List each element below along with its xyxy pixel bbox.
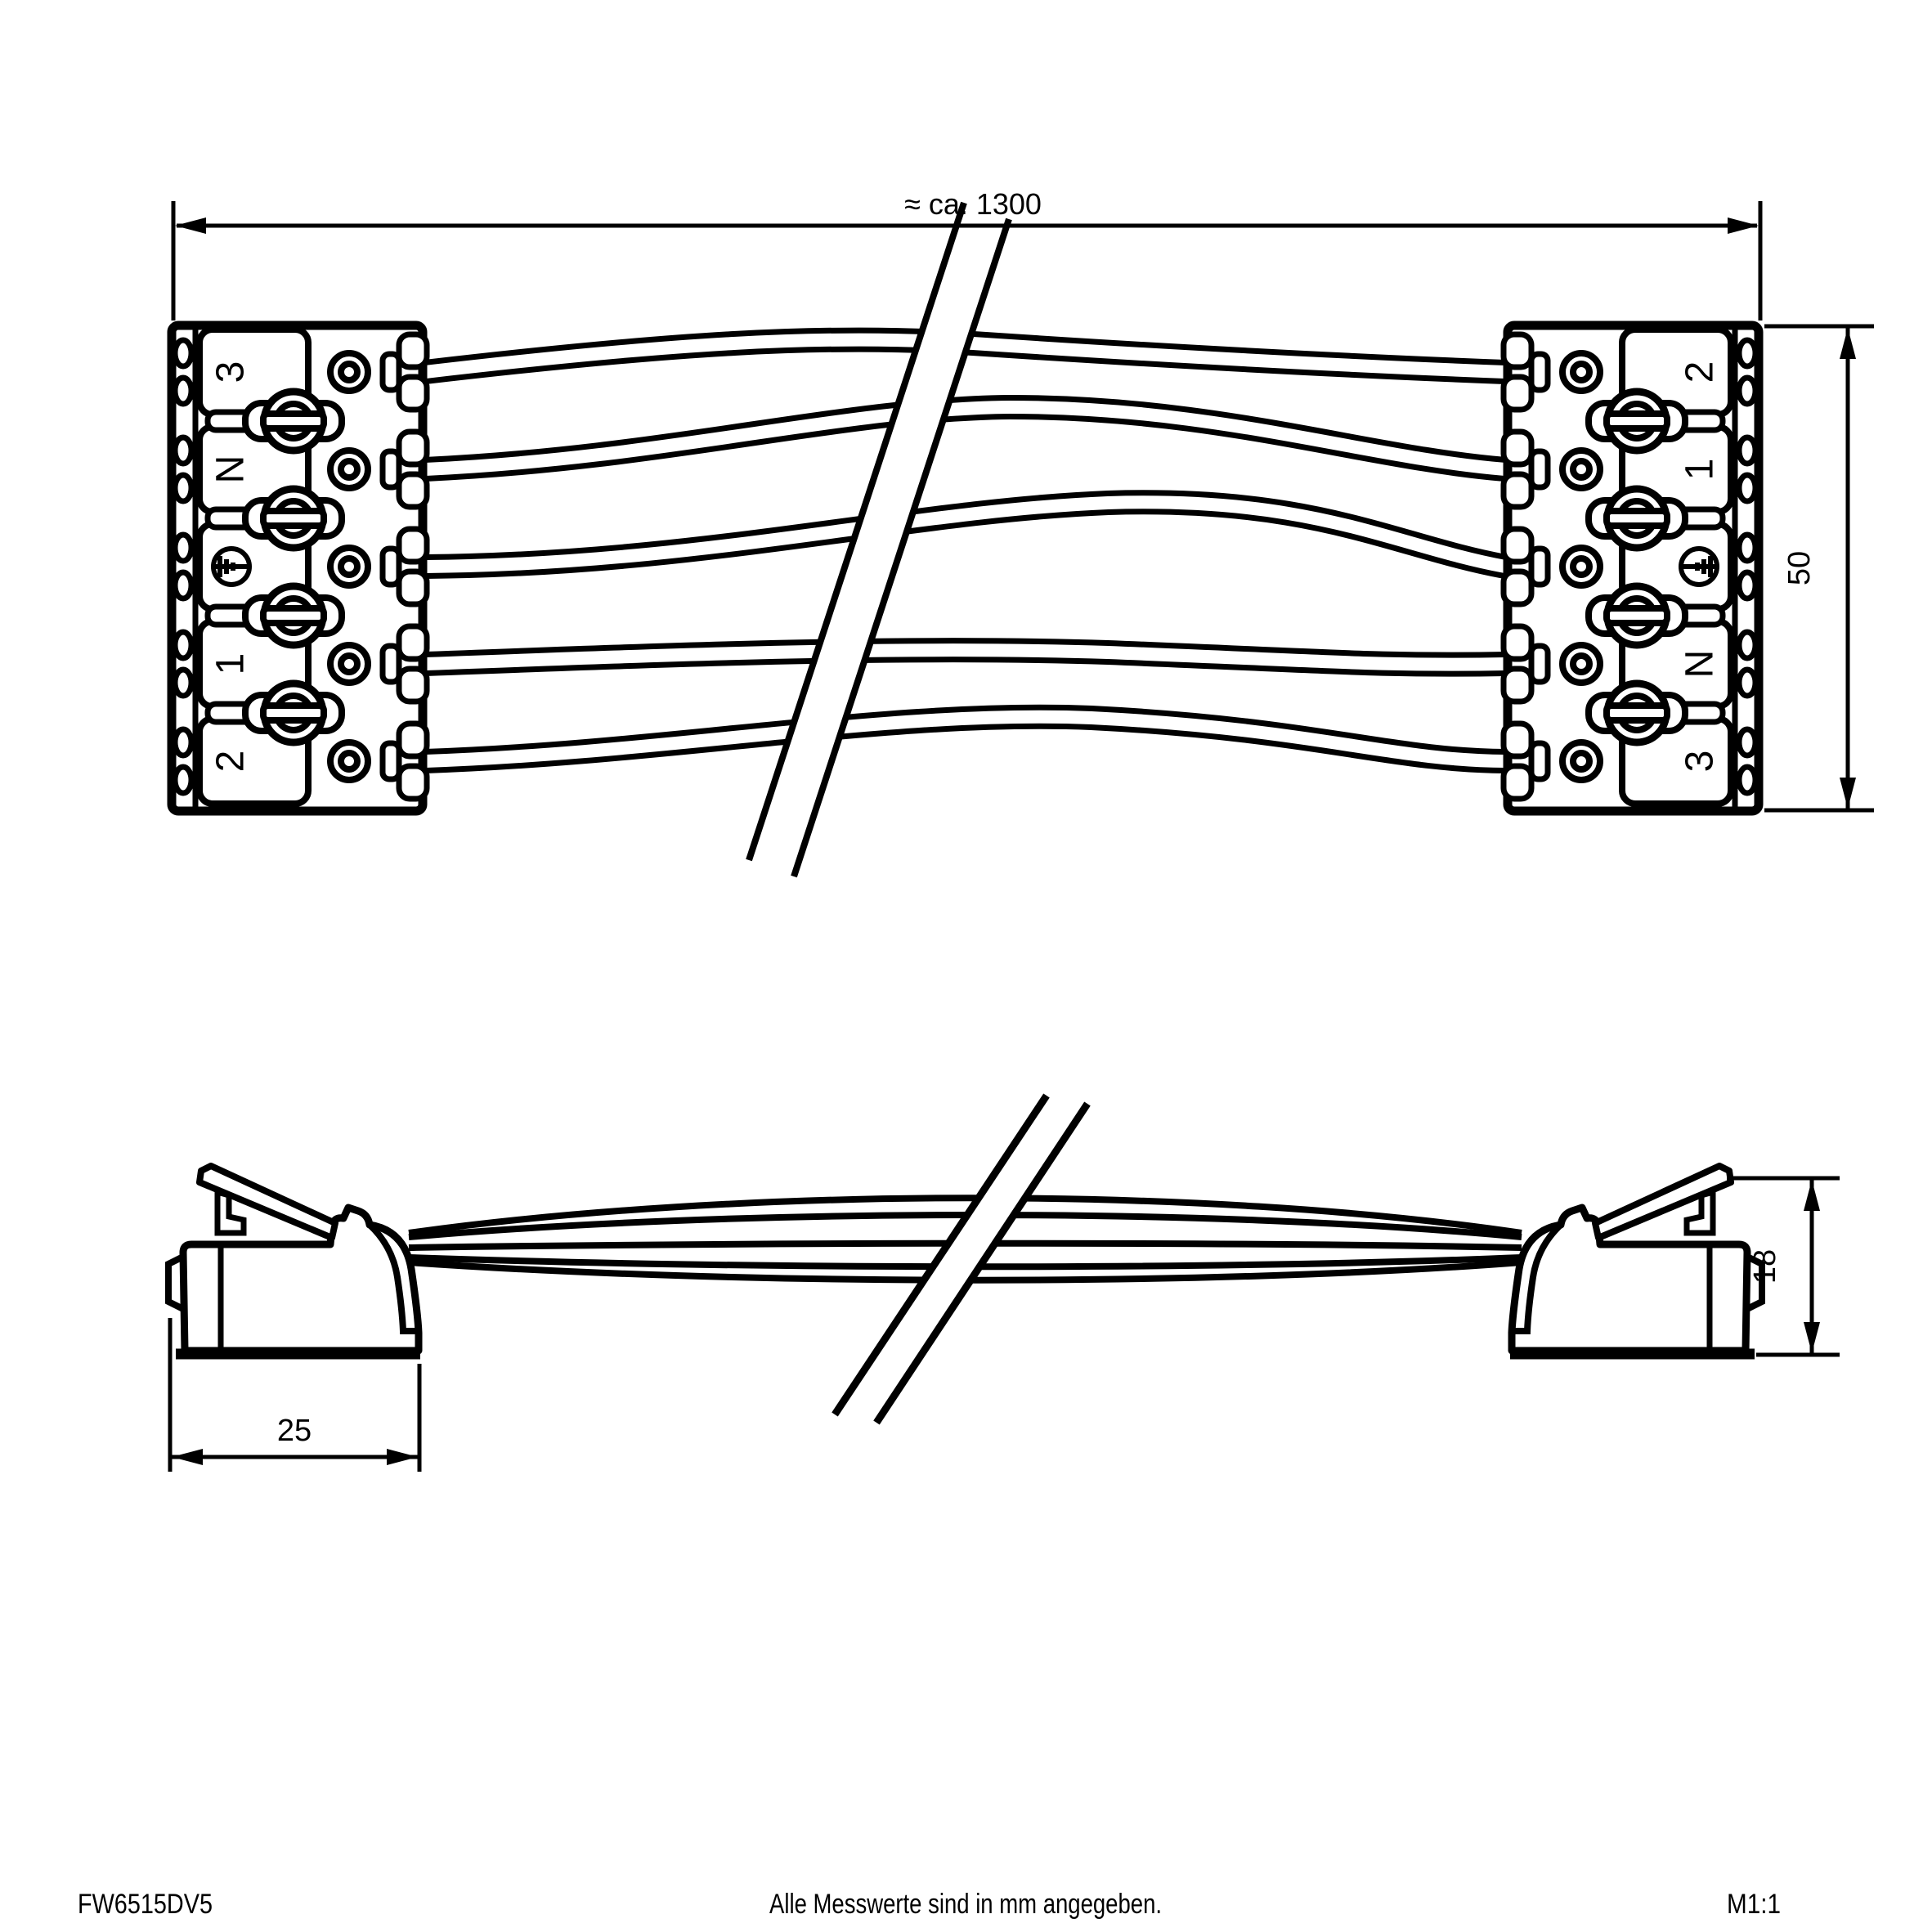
dimension-side-height-text: 18 (1748, 1248, 1782, 1284)
top-view (172, 187, 1874, 876)
pole-label: N (208, 455, 253, 484)
pole-label: 3 (1678, 750, 1722, 773)
title-block (78, 1889, 1781, 1920)
pole-label: N (1678, 649, 1722, 679)
pole-label: 2 (1678, 361, 1722, 383)
pole-label: 1 (1678, 458, 1722, 481)
right-connector-side (1510, 1166, 1762, 1354)
right-connector-top (1504, 325, 1759, 811)
dimension-width-text: 25 (276, 1414, 312, 1448)
units-note: Alle Messwerte sind in mm angegeben. (769, 1889, 1162, 1920)
pole-label: 1 (208, 652, 253, 675)
side-view (168, 1096, 1840, 1472)
dimension-length-text: ≈ ca. 1300 (904, 187, 1042, 221)
scale-label: M1:1 (1727, 1889, 1781, 1920)
break-symbol-side (835, 1096, 1087, 1423)
left-connector-top (172, 325, 427, 811)
part-number: FW6515DV5 (78, 1889, 213, 1920)
top-view-wires (425, 339, 1505, 761)
pole-label: 2 (208, 750, 253, 773)
dimension-height-text: 50 (1782, 550, 1817, 586)
left-connector-side (168, 1166, 420, 1354)
dimension-height (1764, 326, 1874, 810)
pole-label: 3 (208, 361, 253, 383)
